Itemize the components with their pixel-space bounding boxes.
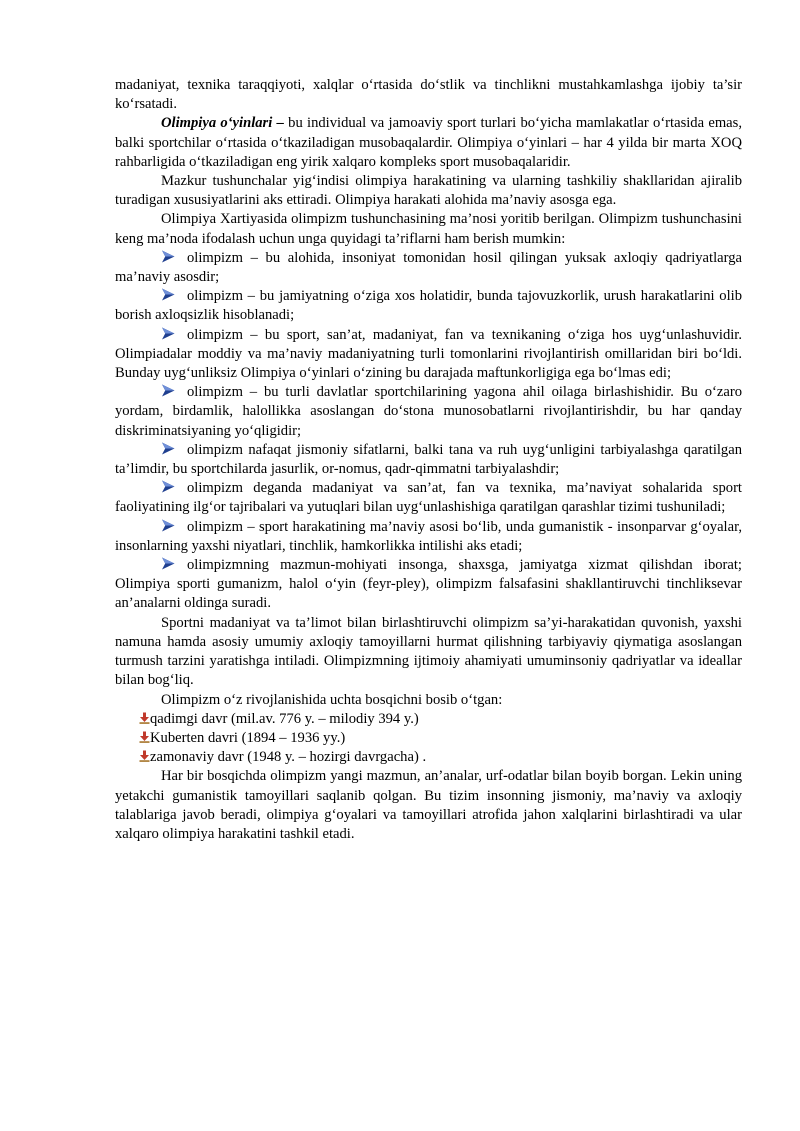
list-item xyxy=(115,287,742,325)
list-item-text: olimpizm – bu sport, san’at, madaniyat, fan va texnikaning o‘ziga hos uyg‘unlashuvidir. Olimpiadalar moddiy va ma’naviy madaniyatning turli tomonlarini rivojlantirish omillaridan biri bo‘ldi. Bunday uyg‘unliksiz Olimpiya o‘yinlari o‘zining bu darajada maftunkorligiga ega bo‘lmas edi; xyxy=(115,326,742,382)
arrowhead-bullet-icon xyxy=(161,288,175,301)
paragraph-olympic-games xyxy=(115,114,742,172)
arrowhead-bullet-icon xyxy=(161,519,175,532)
stages-list xyxy=(115,710,742,768)
arrowhead-bullet-icon xyxy=(161,480,175,493)
list-item xyxy=(115,326,742,384)
list-item xyxy=(115,249,742,287)
list-item xyxy=(115,556,742,614)
term-olympic-games: Olimpiya o‘yinlari – xyxy=(161,115,284,132)
paragraph-summary: Mazkur tushunchalar yig‘indisi olimpiya harakatining va ularning tashkiliy shakllaridan ajiralib turadigan xususiyatlarini aks ettiradi. Olimpiya harakati alohida ma’naviy asosga ega. xyxy=(115,173,742,209)
download-arrow-icon xyxy=(139,712,150,724)
list-item xyxy=(115,383,742,441)
list-item-text: olimpizm – bu jamiyatning o‘ziga xos holatidir, bunda tajovuzkorlik, urush harakatlarini olib borish axloqsizlik hisoblanadi; xyxy=(115,288,742,324)
list-item-text: olimpizm nafaqat jismoniy sifatlarni, balki tana va ruh uyg‘unligini tarbiyalashga qaratilgan ta’limdir, bu sportchilarda jasurlik, or-nomus, qadr-qimmatni tarbiyalashdir; xyxy=(115,441,742,478)
list-item xyxy=(115,479,742,517)
paragraph-unity: Sportni madaniyat va ta’limot bilan birlashtiruvchi olimpizm sa’yi-harakatidan quvonish, yaxshi namuna hamda asosiy umumiy axloqiy tamoyillarni hurmat qilishning tarbiyaviy qiymatiga asoslangan turmush tarzini yaratishga intiladi. Olimpizmning ijtimoiy ahamiyati umuminsoniy qadriyatlar va ideallar bilan bog‘liq. xyxy=(115,614,742,689)
download-arrow-icon xyxy=(139,731,150,743)
list-item-text: olimpizm deganda madaniyat va san’at, fan va texnika, ma’naviyat sohalarida sport faoliyatining ilg‘or tajribalari va yutuqlari bilan uyg‘unlashishiga qaratilgan qarashlar tizimi tushuniladi; xyxy=(115,480,742,516)
list-item xyxy=(115,729,742,748)
definition-list xyxy=(115,249,742,614)
list-item-text: qadimgi davr (mil.av. 776 y. – milodiy 394 y.) xyxy=(150,710,419,727)
paragraph-intro: madaniyat, texnika taraqqiyoti, xalqlar o‘rtasida do‘stlik va tinchlikni mustahkamlashga ijobiy ta’sir ko‘rsatadi. xyxy=(115,77,742,113)
paragraph-stages-intro: Olimpizm o‘z rivojlanishida uchta bosqichni bosib o‘tgan: xyxy=(161,691,503,708)
document-page xyxy=(115,76,742,844)
list-item-text: olimpizm – bu turli davlatlar sportchilarining yagona ahil oilaga birlashishidir. Bu o‘zaro yordam, birdamlik, halollikka asoslangan do‘stona munosobatlarni rivojlantirishdir, bu har qanday diskriminatsiyaning yo‘qligidir; xyxy=(115,384,742,439)
list-item xyxy=(115,518,742,556)
arrowhead-bullet-icon xyxy=(161,384,175,397)
list-item-text: olimpizmning mazmun-mohiyati insonga, shaxsga, jamiyatga xizmat qilishdan iborat; Olimpiya sporti gumanizm, halol o‘yin (feyr-pley), olimpizm falsafasini shakllantiruvchi tinchliksevar an’analarni oldinga suradi. xyxy=(115,557,742,612)
list-item-text: olimpizm – bu alohida, insoniyat tomonidan hosil qilingan yuksak axloqiy qadriyatlarga ma’naviy asosdir; xyxy=(115,249,742,286)
list-item-text: olimpizm – sport harakatining ma’naviy asosi bo‘lib, unda gumanistik - insonparvar g‘oyalar, insonlarning yaxshi niyatlari, tinchlik, hamkorlikka intilishi aks etadi; xyxy=(115,518,742,554)
list-item-text: Kuberten davri (1894 – 1936 yy.) xyxy=(150,729,346,746)
paragraph-charter: Olimpiya Xartiyasida olimpizm tushunchasining ma’nosi yoritib berilgan. Olimpizm tushunchasini keng ma’noda ifodalash uchun unga quyidagi ta’riflarni ham berish mumkin: xyxy=(115,211,742,247)
definition-olympic-games: bu individual va jamoaviy sport turlari bo‘yicha mamlakatlar o‘rtasida emas, balki sportchilar o‘rtasida o‘tkaziladigan musobaqalardir. Olimpiya o‘yinlari – har 4 yilda bir marta XOQ rahbarligida o‘tkaziladigan eng yirik xalqaro kompleks sport musobaqalaridir. xyxy=(115,115,742,170)
list-item-text: zamonaviy davr (1948 y. – hozirgi davrgacha) . xyxy=(150,749,427,766)
arrowhead-bullet-icon xyxy=(161,557,175,570)
arrowhead-bullet-icon xyxy=(161,442,175,455)
arrowhead-bullet-icon xyxy=(161,250,175,263)
list-item xyxy=(115,710,742,729)
list-item xyxy=(115,748,742,767)
arrowhead-bullet-icon xyxy=(161,327,175,340)
paragraph-conclusion: Har bir bosqichda olimpizm yangi mazmun, an’analar, urf-odatlar bilan boyib borgan. Lekin uning yetakchi gumanistik tamoyillari saqlanib qolgan. Bu tizim insonning jismoniy, ma’naviy va axloqiy talablariga javob beradi, olimpiya g‘oyalari va tamoyillari atrofida jahon xalqlarini birlashtiradi va ular xalqaro olimpiya harakatini tashkil etadi. xyxy=(115,768,742,842)
download-arrow-icon xyxy=(139,750,150,762)
list-item xyxy=(115,441,742,479)
